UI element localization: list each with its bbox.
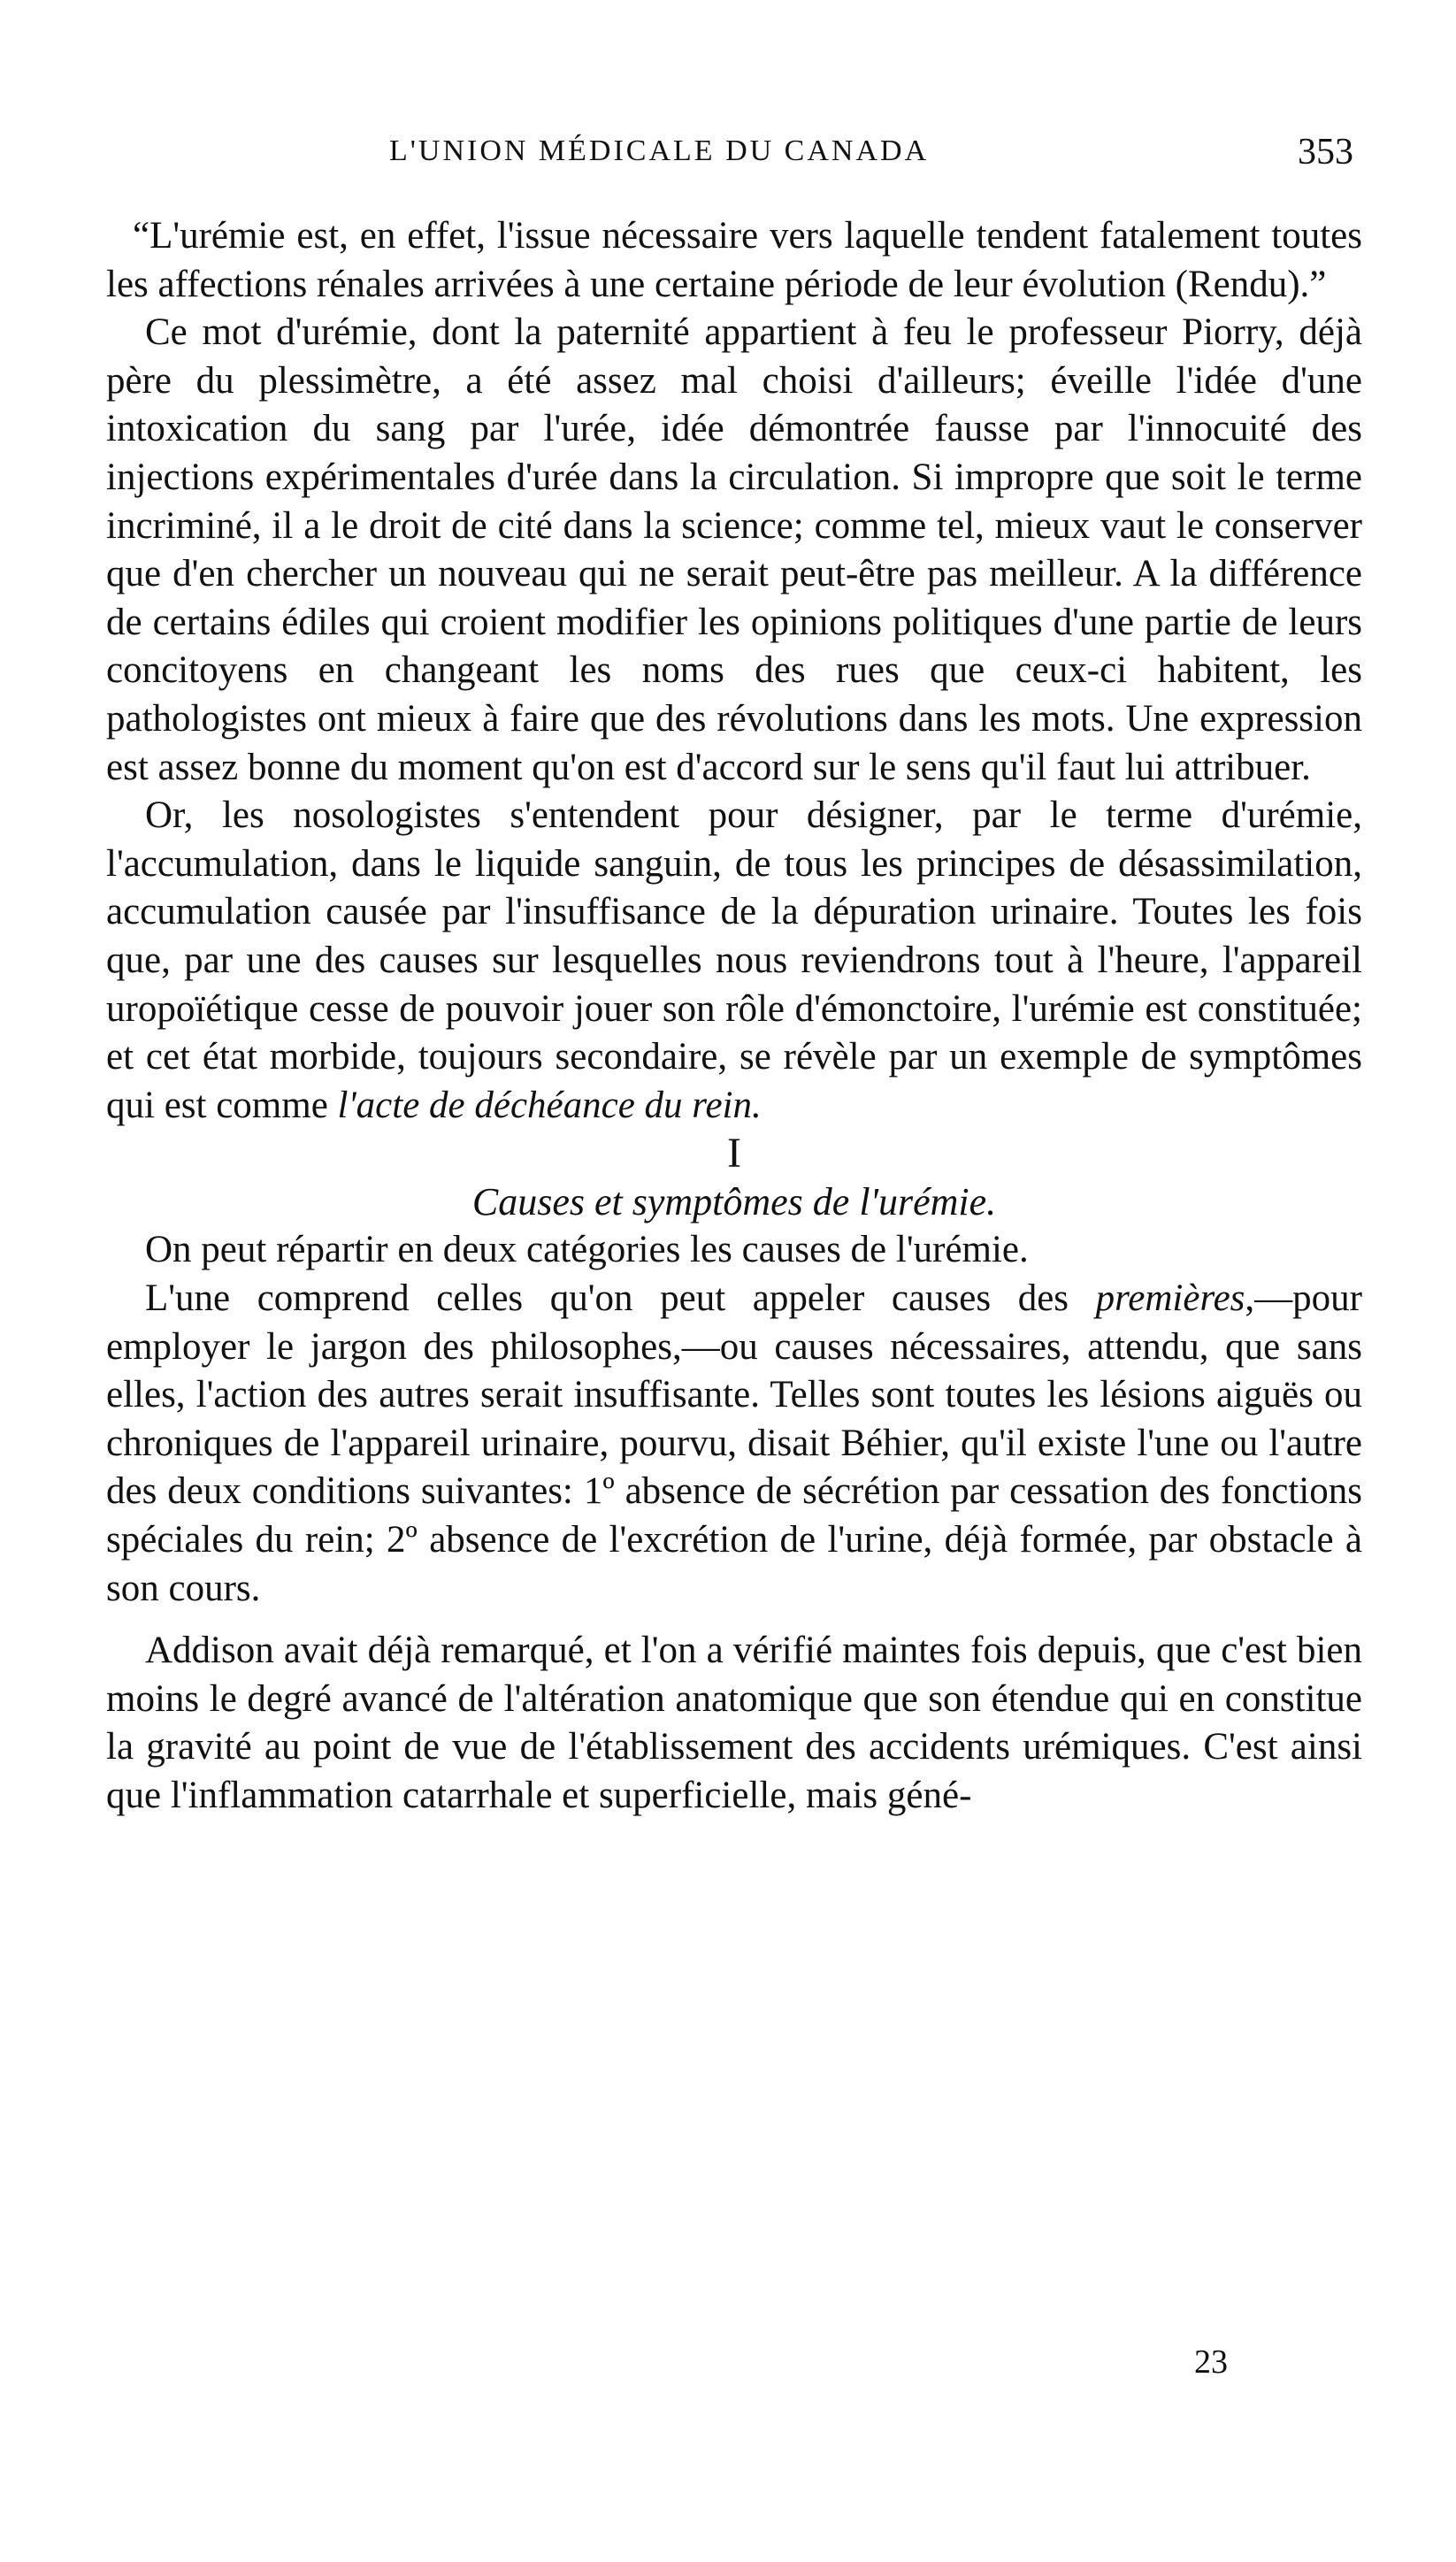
paragraph-uremie-term: Ce mot d'urémie, dont la paternité appartient à feu le professeur Piorry, déjà père du plessimètre, a été assez mal choisi d'ailleurs; éveille l'idée d'une intoxication du sang par l'urée, idée démontrée fausse par l'innocuité des injections expérimentales d'urée dans la circulation. Si impropre que soit le terme incriminé, il a le droit de cité dans la science; comme tel, mieux vaut le conserver que d'en chercher un nouveau qui ne serait peut-être pas meilleur. A la différence de certains édiles qui croient modifier les opinions politiques d'une partie de leurs concitoyens en changeant les noms des rues que ceux-ci habitent, les pathologistes ont mieux à faire que des révolutions dans les mots. Une expression est assez bonne du moment qu'on est d'accord sur le sens qu'il faut lui attribuer. (106, 311, 1362, 788)
paragraph-primary-causes (106, 1275, 1362, 1613)
paragraph-definition (106, 792, 1362, 1130)
page-header (106, 134, 1362, 188)
paragraph-primary-causes-italic: premières (1095, 1277, 1245, 1320)
body-text (106, 212, 1362, 1821)
signature-mark: 23 (1194, 2343, 1228, 2381)
page-number: 353 (1298, 132, 1353, 173)
paragraph-categories: On peut répartir en deux catégories les causes de l'urémie. (145, 1229, 1029, 1271)
paragraph-primary-causes-rest: ,—pour employer le jargon des philosophes,—ou causes nécessaires, attendu, que sans elles, l'action des autres serait insuffisante. Telles sont toutes les lésions aiguës ou chroniques de l'appareil urinaire, pourvu, disait Béhier, qu'il existe l'une ou l'autre des deux conditions suivantes: 1º absence de sécrétion par cessation des fonctions spéciales du rein; 2º absence de l'excrétion de l'urine, déjà formée, par obstacle à son cours. (106, 1277, 1362, 1609)
running-head: L'UNION MÉDICALE DU CANADA (389, 134, 930, 167)
paragraph-definition-italic: l'acte de déchéance du rein. (337, 1084, 762, 1126)
paragraph-definition-text: Or, les nosologistes s'entendent pour désigner, par le terme d'urémie, l'accumulation, dans le liquide sanguin, de tous les principes de désassimilation, accumulation causée par l'insuffisance de la dépuration urinaire. Toutes les fois que, par une des causes sur lesquelles nous reviendrons tout à l'heure, l'appareil uropoïétique cesse de pouvoir jouer son rôle d'émonctoire, l'urémie est constituée; et cet état morbide, toujours secondaire, se révèle par un exemple de symptômes qui est comme (106, 794, 1362, 1126)
paragraph-quote: “L'urémie est, en effet, l'issue nécessaire vers laquelle tendent fatalement toutes les affections rénales arrivées à une certaine période de leur évolution (Rendu).” (106, 215, 1362, 305)
section-title: Causes et symptômes de l'urémie. (471, 1179, 997, 1223)
paragraph-primary-causes-start: L'une comprend celles qu'on peut appeler causes des (145, 1277, 1096, 1320)
section-numeral: I (727, 1130, 741, 1177)
paragraph-addison: Addison avait déjà remarqué, et l'on a vérifié maintes fois depuis, que c'est bien moins le degré avancé de l'altération anatomique que son étendue qui en constitue la gravité au point de vue de l'établissement des accidents urémiques. C'est ainsi que l'inflammation catarrhale et superficielle, mais géné- (106, 1630, 1362, 1816)
